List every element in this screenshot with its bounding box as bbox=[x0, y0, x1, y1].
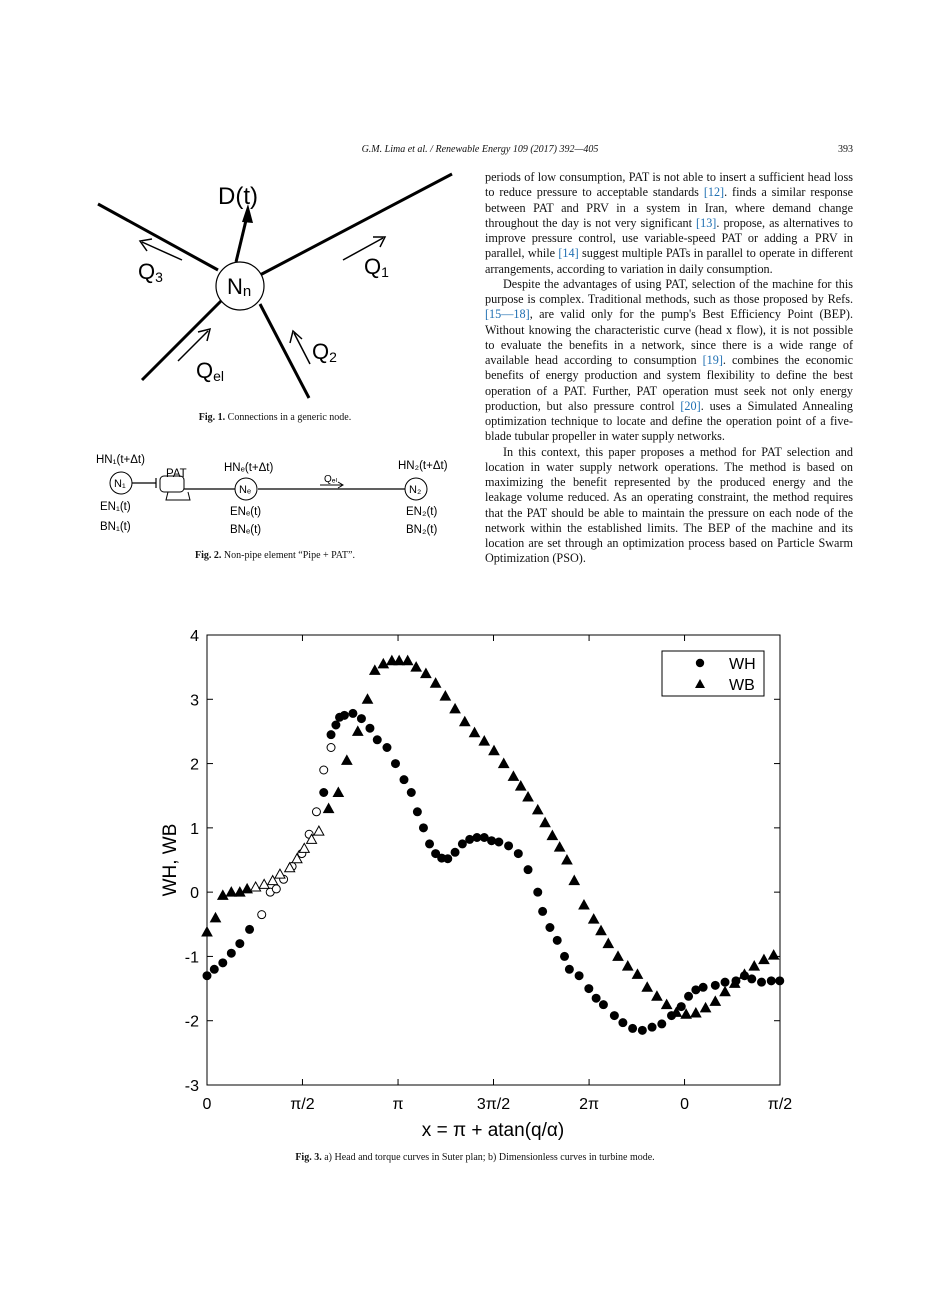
data-point-wh bbox=[366, 724, 374, 732]
data-point-wh bbox=[357, 715, 365, 723]
data-point-wb bbox=[489, 746, 499, 755]
data-point-wb bbox=[333, 788, 343, 797]
data-point-wh bbox=[648, 1023, 656, 1031]
data-point-wh bbox=[236, 940, 244, 948]
fig2-nf-label: Nₑ bbox=[239, 484, 252, 496]
y-axis-label: WH, WB bbox=[160, 823, 181, 897]
data-point-wb bbox=[499, 759, 509, 768]
y-tick-label: 3 bbox=[190, 692, 199, 710]
data-point-wb bbox=[411, 662, 421, 671]
data-point-wh bbox=[227, 949, 235, 957]
data-point-wh bbox=[514, 850, 522, 858]
x-tick-label: 2π bbox=[579, 1096, 600, 1113]
data-point-wh-open bbox=[258, 911, 266, 919]
y-tick-label: 4 bbox=[190, 628, 199, 645]
legend-marker-wh bbox=[696, 659, 704, 667]
data-point-wb bbox=[342, 755, 352, 764]
data-point-wh bbox=[203, 972, 211, 980]
data-point-wh bbox=[480, 834, 488, 842]
data-point-wh bbox=[505, 842, 513, 850]
fig3-caption: Fig. 3. a) Head and torque curves in Suter plan; b) Dimensionless curves in turbine mode. bbox=[295, 1152, 655, 1163]
data-point-wh bbox=[524, 866, 532, 874]
data-point-wh bbox=[619, 1019, 627, 1027]
fig1-qel-label: Qel bbox=[196, 358, 225, 384]
data-point-wb bbox=[603, 939, 613, 948]
x-tick-label: π/2 bbox=[767, 1096, 793, 1113]
paragraph-3: In this context, this paper proposes a method for PAT selection and location in water supply network operations. The method is based on maximizing the benefit represented by the produced energy and the leakage volume reduced. As an operating constraint, the method requires that the PAT should be able to maintain the pressure on each node of the network within the established limits. The BEP of the machine and its location are set through an optimization process based on Particle Swarm Optimization (PSO). bbox=[485, 444, 853, 566]
data-point-wb bbox=[211, 913, 221, 922]
y-tick-label: -1 bbox=[184, 949, 199, 967]
data-point-wb bbox=[596, 926, 606, 935]
data-point-wb bbox=[623, 961, 633, 970]
data-point-wh bbox=[553, 936, 561, 944]
data-point-wh-open bbox=[272, 885, 280, 893]
data-point-wb bbox=[226, 887, 236, 896]
fig2-bn1: BN₁(t) bbox=[100, 521, 131, 533]
data-point-wb bbox=[662, 1000, 672, 1009]
legend bbox=[662, 651, 764, 696]
data-point-wh bbox=[340, 711, 348, 719]
data-point-wh bbox=[349, 709, 357, 717]
data-point-wb bbox=[652, 991, 662, 1000]
data-point-wb bbox=[242, 884, 252, 893]
x-tick-label: 3π/2 bbox=[476, 1096, 511, 1113]
figure-2 bbox=[90, 450, 470, 542]
data-point-wh bbox=[419, 824, 427, 832]
fig2-n1-label: N₁ bbox=[114, 478, 126, 490]
data-point-wh bbox=[565, 965, 573, 973]
data-point-wh bbox=[677, 1003, 685, 1011]
data-point-wh bbox=[638, 1026, 646, 1034]
data-point-wb bbox=[403, 656, 413, 665]
figure-1 bbox=[90, 168, 460, 400]
x-tick-label: π/2 bbox=[290, 1096, 315, 1113]
data-point-wh bbox=[758, 978, 766, 986]
paragraph-1: periods of low consumption, PAT is not able to insert a sufficient head loss to reduce pressure to acceptable standards [12]. finds a similar response between PAT and PRV in a system in Iran, where demand change throughout the day is not very significant [13]. propose, as alternatives to improve pressure control, use variable-speed PAT or adding a PRV in parallel, while [14] suggest multiple PATs in parallel to operate in different arrangements, according to variation in daily consumption. bbox=[485, 170, 853, 276]
data-point-wb-open bbox=[314, 826, 324, 835]
ref-link[interactable]: [14] bbox=[558, 246, 579, 261]
data-point-wb bbox=[324, 804, 334, 813]
data-point-wh bbox=[332, 721, 340, 729]
fig2-enf: ENₑ(t) bbox=[230, 506, 262, 518]
ref-link[interactable]: [15—18] bbox=[485, 307, 530, 322]
data-point-wb bbox=[589, 914, 599, 923]
data-point-wb bbox=[632, 969, 642, 978]
data-point-wb bbox=[691, 1008, 701, 1017]
legend-label-wb: WB bbox=[729, 677, 755, 694]
data-point-wb bbox=[378, 659, 388, 668]
data-point-wb-open bbox=[299, 843, 309, 852]
data-point-wb bbox=[569, 876, 579, 885]
fig2-hn1: HN₁(t+Δt) bbox=[96, 454, 145, 466]
data-point-wb bbox=[710, 996, 720, 1005]
legend-label-wh: WH bbox=[729, 656, 756, 673]
data-point-wb bbox=[533, 805, 543, 814]
fig1-node-label: Nn bbox=[227, 274, 252, 300]
data-point-wh bbox=[546, 924, 554, 932]
data-point-wb bbox=[540, 818, 550, 827]
data-point-wb bbox=[701, 1003, 711, 1012]
data-point-wh bbox=[711, 981, 719, 989]
paragraph-2: Despite the advantages of using PAT, selection of the machine for this purpose is complex. Traditional methods, such as those proposed by Refs. [15—18], are valid only for the pump's Best Efficiency Point (BEP). Without knowing the characteristic curve (head x flow), it is not possible to evaluate the benefits in a network, since there is a wide range of available head according to consumption [19]. combines the economic benefits of energy production and system flexibility to define the best operation of a PAT. Further, PAT operation must seek not only energy production, but also pressure control [20]. uses a Simulated Annealing optimization technique to locate and define the operation point of a five-blade tubular propeller in water supply networks. bbox=[485, 276, 853, 444]
data-point-wh bbox=[466, 835, 474, 843]
data-point-wh bbox=[246, 925, 254, 933]
ref-link[interactable]: [19] bbox=[702, 353, 723, 367]
data-point-wb bbox=[769, 950, 779, 959]
y-tick-label: -3 bbox=[184, 1078, 199, 1095]
data-point-wb bbox=[431, 678, 441, 687]
data-point-wb bbox=[759, 955, 769, 964]
data-point-wb bbox=[394, 656, 404, 665]
fig1-branch-q1 bbox=[260, 174, 452, 275]
data-point-wh bbox=[426, 840, 434, 848]
data-point-wh bbox=[767, 977, 775, 985]
data-point-wb bbox=[363, 694, 373, 703]
fig1-caption: Fig. 1. Connections in a generic node. bbox=[198, 412, 352, 423]
data-point-wb bbox=[720, 987, 730, 996]
data-point-wb bbox=[470, 728, 480, 737]
fig2-qel: Qₑₗ bbox=[324, 474, 338, 485]
page-number: 393 bbox=[838, 144, 853, 155]
figure-3-chart bbox=[150, 620, 800, 1145]
fig1-q2-label: Q2 bbox=[312, 339, 337, 365]
fig1-branch-q2 bbox=[260, 304, 309, 398]
x-tick-label: 0 bbox=[680, 1096, 689, 1113]
data-point-wb bbox=[479, 736, 489, 745]
data-point-wb bbox=[370, 665, 380, 674]
fig2-bnf: BNₑ(t) bbox=[230, 524, 262, 536]
data-point-wh bbox=[599, 1001, 607, 1009]
y-tick-label: 1 bbox=[190, 820, 199, 838]
fig2-bn2: BN₂(t) bbox=[406, 524, 438, 536]
fig1-q1-label: Q1 bbox=[364, 254, 389, 280]
data-point-wh bbox=[444, 855, 452, 863]
fig2-n2-label: N₂ bbox=[409, 484, 422, 496]
data-point-wh-open bbox=[320, 766, 328, 774]
fig2-en1: EN₁(t) bbox=[100, 501, 131, 513]
data-point-wb bbox=[562, 855, 572, 864]
data-point-wh bbox=[391, 760, 399, 768]
data-point-wh bbox=[400, 776, 408, 784]
data-point-wb-open bbox=[251, 882, 261, 891]
y-tick-label: -2 bbox=[184, 1013, 199, 1031]
running-title: G.M. Lima et al. / Renewable Energy 109 (2017) 392—405 bbox=[361, 144, 599, 155]
data-point-wh bbox=[373, 736, 381, 744]
data-point-wh bbox=[685, 992, 693, 1000]
x-axis-label: x = π + atan(q/α) bbox=[421, 1120, 565, 1141]
data-point-wh bbox=[327, 731, 335, 739]
data-point-wh bbox=[776, 977, 784, 985]
data-point-wb bbox=[450, 704, 460, 713]
data-point-wb bbox=[508, 771, 518, 780]
data-point-wb bbox=[218, 890, 228, 899]
data-point-wb bbox=[555, 842, 565, 851]
ref-link[interactable]: [20] bbox=[680, 398, 701, 413]
data-point-wb bbox=[516, 781, 526, 790]
data-point-wh bbox=[458, 840, 466, 848]
data-point-wh bbox=[610, 1012, 618, 1020]
x-tick-label: 0 bbox=[202, 1096, 212, 1113]
data-point-wh bbox=[585, 985, 593, 993]
data-point-wb-open bbox=[275, 869, 285, 878]
data-point-wh bbox=[592, 994, 600, 1002]
data-point-wh bbox=[658, 1020, 666, 1028]
y-tick-label: 2 bbox=[190, 756, 199, 774]
fig2-hn2: HN₂(t+Δt) bbox=[398, 460, 448, 472]
data-point-wh bbox=[320, 789, 328, 797]
data-point-wb bbox=[440, 691, 450, 700]
data-point-wh bbox=[561, 952, 569, 960]
fig1-q3-label: Q3 bbox=[138, 259, 163, 285]
data-point-wh-open bbox=[312, 808, 320, 816]
data-point-wh bbox=[413, 808, 421, 816]
data-point-wb bbox=[523, 792, 533, 801]
data-point-wh bbox=[495, 838, 503, 846]
data-point-wb bbox=[421, 669, 431, 678]
data-point-wb bbox=[460, 717, 470, 726]
x-tick-label: π bbox=[392, 1096, 404, 1113]
data-point-wb bbox=[353, 726, 363, 735]
fig2-en2: EN₂(t) bbox=[406, 506, 438, 518]
data-point-wh bbox=[575, 972, 583, 980]
data-point-wh bbox=[210, 965, 218, 973]
y-tick-label: 0 bbox=[190, 885, 199, 903]
data-point-wh bbox=[219, 959, 227, 967]
data-point-wh bbox=[539, 907, 547, 915]
fig1-demand-label: D(t) bbox=[218, 183, 258, 210]
data-point-wh bbox=[629, 1024, 637, 1032]
data-point-wb bbox=[547, 831, 557, 840]
data-point-wh bbox=[407, 789, 415, 797]
ref-link[interactable]: [13] bbox=[696, 215, 717, 230]
data-point-wb bbox=[749, 961, 759, 970]
data-point-wb bbox=[613, 951, 623, 960]
data-point-wh bbox=[692, 986, 700, 994]
fig2-caption: Fig. 2. Non-pipe element “Pipe + PAT”. bbox=[195, 550, 355, 561]
data-point-wh bbox=[699, 983, 707, 991]
body-text bbox=[485, 170, 853, 567]
ref-link[interactable]: [12] bbox=[703, 185, 725, 200]
data-point-wh bbox=[451, 848, 459, 856]
data-point-wb bbox=[202, 927, 212, 936]
fig2-pat: PAT bbox=[166, 468, 187, 480]
data-point-wh bbox=[488, 837, 496, 845]
data-point-wh bbox=[383, 744, 391, 752]
data-point-wh bbox=[721, 978, 729, 986]
data-point-wb bbox=[642, 982, 652, 991]
fig1-branch-q3 bbox=[98, 204, 218, 270]
fig2-hnf: HNₑ(t+Δt) bbox=[224, 462, 274, 474]
data-point-wh bbox=[534, 888, 542, 896]
data-point-wh bbox=[748, 975, 756, 983]
data-point-wh-open bbox=[327, 744, 335, 752]
data-point-wb bbox=[579, 900, 589, 909]
